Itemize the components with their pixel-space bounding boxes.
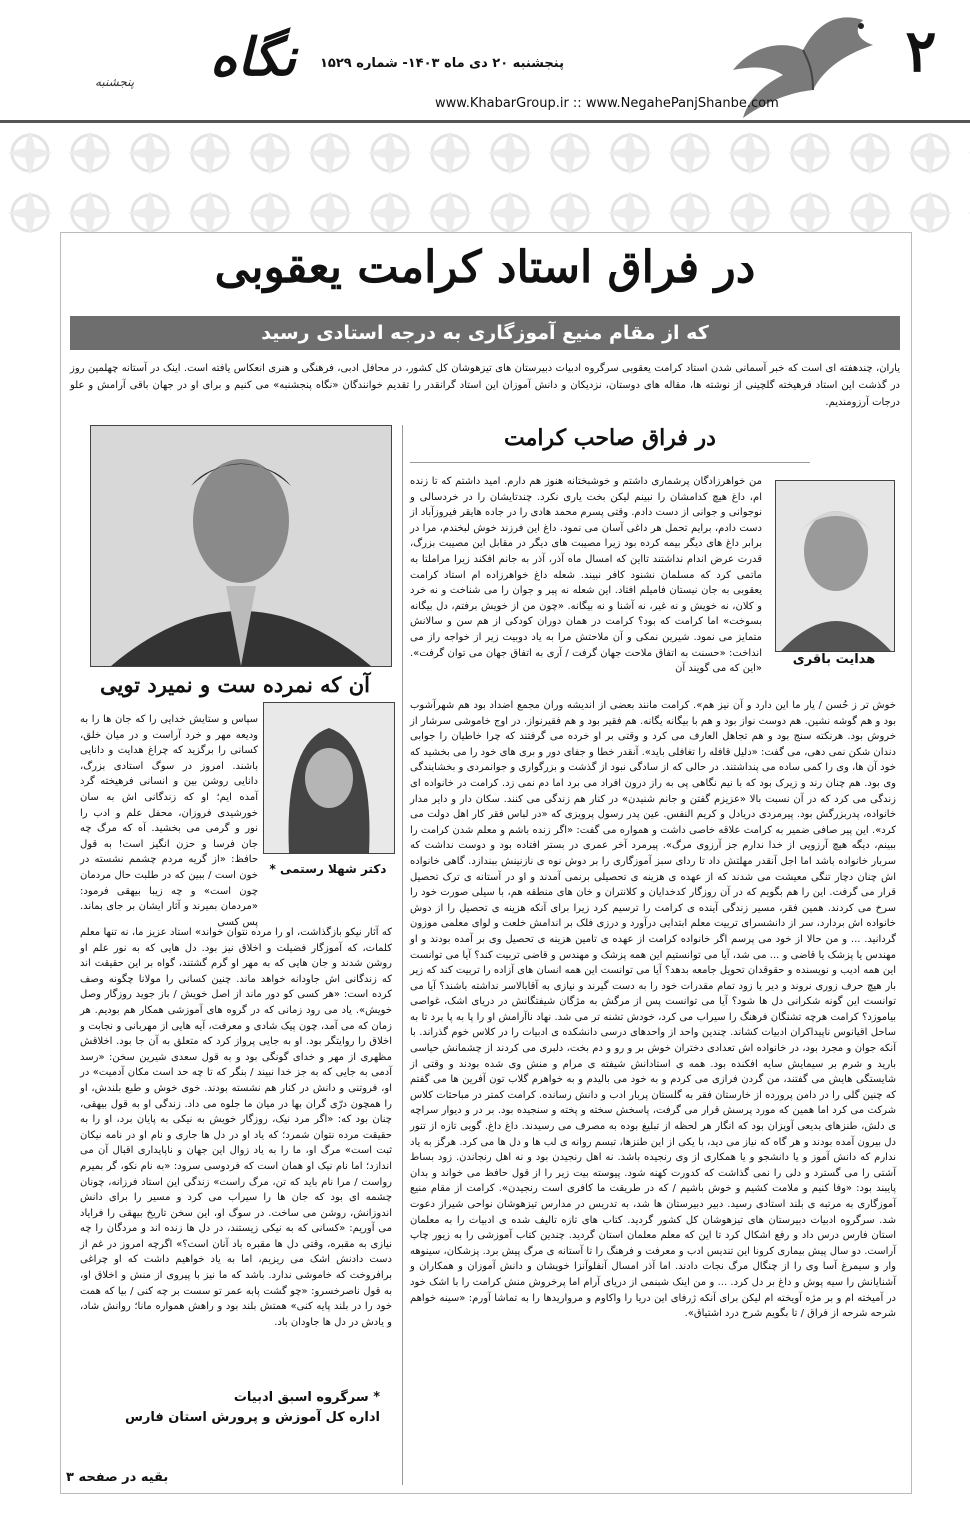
subtitle-bar xyxy=(70,316,900,350)
column-divider xyxy=(402,425,403,1485)
portrait-icon xyxy=(91,426,391,666)
author-name-bagheri: هدایت باقری xyxy=(792,652,876,667)
decorative-ornament xyxy=(0,123,970,233)
subtitle-text: که از مقام منیع آموزگاری به درجه استادی رسید xyxy=(261,322,709,344)
left-article-text-main: که آثار نیکو بازگذاشت، او را مرده نتوان خواند» استاد عزیز ما، نه تنها معلم کلمات، که آموزگار فضیلت و اخلاق نیز بود. دل هایی که به نور علم او روشن شدند و جان هایی که به مهر او گرم گشتند، گواه بر این حقیقت اند که زندگانی اش جاودانه خواهد ماند. چنین کسانی را مولانا چگونه وصف کرده است: «هر کسی کو دور ماند از اصل خویش / باز جوید روزگار وصل خویش». یاد می رود زمانی که در گروه های آموزشی همکار هم بودیم. هر زمان که می آمد، چون پیک شادی و معرفت، آیه هایی از مهربانی و نجابت و اخلاق را روایتگر بود. او به جایی پرواز کرد که متعلق به آن جا بود. اخلاقش مظهری از مهر و خدای گونگی بود و به قول سعدی شیرین سخن: «رسد آدمی به جایی که به جز خدا نبیند / بنگر که تا چه حد است مکان آدمیت» در او، فروتنی و دانش در کنار هم نشسته بودند. خوی خوش و طبع بلندش، او را همچون درّی گران بها در میان ما جلوه می داد. زندگی او به قول بیهقی، چنان بود که: «اگر مرد نیک، روزگار خویش به نیکی به پایان برد، او را به حقیقت مرده نتوان شمرد؛ که یاد او در دل ها جاری و نام او در نامه نیکان ثبت است» مرگ او، ما را به یاد زوال این جهان و ناپایداری اقبال آن می اندازد؛ اما نام نیک او همان است که فردوسی سرود: «به نام نکو، گر بمیرم رواست / مرا نام باید که تن، مرگ راست» زندگی این استاد فرزانه، چونان چشمه ای بود که جان ها را سیراب می کرد و مسیر را برای دانش اندوزانش، روشن می ساخت. در سوگ او، این سخن تاریخ بیهقی را فرایاد می آوریم: «کسانی که به نیکی زیستند، در دل ها زنده اند و مردگان را چه نیازی به مقبره، وقتی دل ها مقبره باد آنان است؟» اگرچه امروز در غم از دست دادنش اشک می ریزیم، اما به یاد خواهیم داشت که او چراغی برافروخت که خاموشی ندارد. باشد که ما نیز با پیروی از منش و اخلاق او، به قول ناصرخسرو: «چو گشت پابه عمر تو سست بر چه کنی / بیا که همت خود را در بلند پایه کنی» همتش بلند بود و راهش همواره مانا؛ روانش شاد، و یادش در دل ها جاودان باد. xyxy=(80,927,392,1328)
logo-text: نگاه xyxy=(210,27,297,88)
author-photo-rostami xyxy=(263,702,395,854)
website-links[interactable]: www.KhabarGroup.ir :: www.NegahePanjShanbe.com xyxy=(435,96,779,111)
page-number: ۲ xyxy=(905,17,937,85)
signature-role: * سرگروه اسبق ادبیات xyxy=(233,1390,380,1405)
portrait-icon xyxy=(776,481,894,651)
right-title-divider xyxy=(410,462,810,463)
main-headline: در فراق استاد کرامت یعقوبی xyxy=(214,242,756,293)
photo-karamat-yaghoubi xyxy=(90,425,392,667)
right-article-text-top: من خواهرزادگان پرشماری داشتم و خوشبختانه هنوز هم دارم. امید داشتم که تا زنده ام، داغ هیچ کدامشان را نبینم لیکن بخت یاری نکرد. چندتایشان را در خردسالی و نوجوانی و جوانی از دست دادم. وقتی پسرم محمد هادی را در جاده هایقر فیروزآباد از دست دادم، برایم تحمل هر داغی آسان می نمود. داغ این فرزند خوش لبخندم، مرا در برابر داغ های دیگر بیمه کرده بود زیرا مصیبت های دیگر در مقابل این مصیبت بزرگ، قدرت عرض اندام نداشتند تااین که امسال ماه آذر، آذر به جانم افکند زیرا مراملتا به ماتمی کرد که مسلمان نشنود کافر نبیند. شعله داغ خواهرزاده ام استاد کرامت یعقوبی به جان نیستان فامیلم افتاد. این شعله نه پیر و جوان را می شناخت و نه خرد و کلان، نه خویش و نه غیر، نه آشنا و نه بیگانه. «چون من از خویش برفتم، دل بیگانه بسوخت» اما کرامت که بود؟ کرامت در همان دوران کودکی از هم سن و سالانش متمایز می نمود. شیرین نمکی و آن ملاحتش مرا به یاد دوبیت زیر از خواجه راز می انداخت: «حسنت به اتفاق ملاحت جهان گرفت / آری به اتفاق جهان می توان گرفت». «این که می گویند آن xyxy=(410,476,762,675)
logo-subtitle: پنجشنبه xyxy=(95,75,135,89)
signature-office: اداره کل آموزش و پرورش استان فارس xyxy=(124,1410,380,1425)
author-name-rostami: دکتر شهلا رستمی * xyxy=(269,862,387,876)
continued-on-page[interactable]: بقیه در صفحه ۳ xyxy=(66,1470,169,1485)
issue-date: پنجشنبه ۲۰ دی ماه ۱۴۰۳- شماره ۱۵۲۹ xyxy=(320,56,564,71)
left-article-text-top: سپاس و ستایش خدایی را که جان ها را به ودیعه مهر و خرد آراست و در میان خلق، کسانی را برگزید که چراغ هدایت و دانایی باشند. امروز در سوگ استادی بزرگ، دانایی روشن بین و انسانی فرهیخته گرد آمده ایم؛ او که زندگانی اش به سان خورشیدی فروزان، محفل علم و ادب را نور و گرمی می بخشید. آه که مرگ چه جان فرسا و حزن انگیز است! به قول حافظ: «از گریه مردم چشمم نشسته در خون است / ببین که در طلبت حال مردمان چون است» و چه زیبا بیهقی فرمود: «مردمان بمیرند و آثار ایشان بر جای بماند. پس کسی xyxy=(80,714,258,928)
left-article-title: آن که نمرده ست و نمیرد تویی xyxy=(100,672,370,697)
intro-paragraph: یاران، چندهفته ای است که خبر آسمانی شدن استاد کرامت یعقوبی سرگروه ادبیات دبیرستان های تیزهوشان کل کشور، در محافل ادبی، فرهنگی و هنری انعکاس یافته است. اینک در آستانه چهلمین روز در گذشت این استاد فرهیخته گلچینی از نوشته ها، مقاله های دوستان، نزدیکان و دانش آموزان این استاد گرانقدر را تقدیم خوانندگان «نگاه پنجشنبه» می کنیم و برای او در جهان باقی آرامش و علو درجات آرزومندیم. xyxy=(70,363,900,408)
author-photo-bagheri xyxy=(775,480,895,652)
portrait-icon xyxy=(264,703,394,853)
right-article-text-main: خوش تر ز حُسن / یار ما این دارد و آن نیز هم». کرامت مانند بعضی از اندیشه وران مجمع اضداد بود هم شهرآشوب بود و هم گوشه نشین. هم دوست نواز بود و هم با بیگانه یگانه. هم فقیر بود و هم فقیرنواز. در اوج خاموشی سرشار از خروش بود. هرنکته سنج بود و هم تجاهل العارف می کرد و وقتی بر او خرده می گرفتند که چرا خاطیان را جوابی دندان شکن نمی دهی، می گفت: «دلیل قافله را تغافلی باید». آنقدر خطا و جفای دور و بری های خود را می بخشید که خود آن ها، وی را کمی ساده می پنداشتند. در حالی که از سادگی نبود از گذشت و بزرگواری و جوانمردی و بخشایندگی وی بود. هم چنان رند و زیرک بود که با نیم نگاهی پی به راز درون افراد می برد اما دم نمی زد. کرامت در خانواده ای زندگی می کرد که در آن نسبت بالا «عزیزم گفتن و جانم شنیدن» در کنار هم زندگی می کنند. سکان دار و دایر مدار خانواده، پدربزرگش بود. پیرمردی دریادل و کریم النفس. عین پدر رسول پرویزی که «در لباس فقر کار اهل دولت می کرد». این پیر صافی ضمیر به کرامت علاقه خاصی داشت و همواره می گفت: «اگر زنده باشم و معلم شدن کرامت را ببینم، دیگه هیچ آرزویی از خدا ندارم جز آرزوی مرگ». پیرمرد آخر عمری در بستر افتاده بود و دوست نداشت که سربار خانواده باشد اما اجل آنقدر مهلتش داد تا ردای سبز آموزگاری را بر دوش نوه ی نازنینش ببندازد. گاهی خانواده اش چنان دچار تنگی معیشت می شدند که از عهده ی هزینه ی تحصیلی برنمی آمدند و او در آستانه ی ترک تحصیل قرار می گرفت. این را هم بگویم که در آن روزگار کدخدایان و کلانتران و خان های منطقه هم، با سیلی صورت خود را سرخ می کردند. همین فقر، مسیر زندگی آینده ی کرامت را ترسیم کرد زیرا برای آنکه هزینه ی تحصیل را از دوش خانواده اش بردارد، سر از دانشسرای تربیت معلم ابتدایی درآورد و درزی فلک بر اندامش خلعت و لوای معلمی موزون گردانید. ... و من حالا از خود می پرسم اگر خانواده کرامت از عهده ی تامین هزینه ی تحصیل وی بر آمده بودند و او مهندس یا پزشک یا قاضی و ... می شد، آیا می توانستیم این همه پزشک و مهندس و قاضی تربیت کند؟ آیا می توانست این همه ادیب و نویسنده و حقوقدان تحویل جامعه بدهد؟ آیا می توانست این همه انسان های آزاده را تربیت کند که زیر بار هیچ حرف زوری نروند و دیر یا زود تمام مقدرات خود را به دست گیرند و نیازی به آقابالاسر نداشته باشند؟ آیا می توانست این گونه شکرانی دل ها شود؟ آیا می توانست پس از مرگش به مژگان شیفتگانش در دریای اشک، غواصی بیاموزد؟ کرامت هرچه تشنگان فرهنگ را سیراب می کرد، خودش تشنه تر می شد. نهاد ناآرامش او را پا به پا برد تا به ساحل اقیانوس ناپیداکران ادبیات کشاند. چندین واحد از واحدهای درسی دانشکده ی ادبیات را در کلاس خوم گذراند. با آنکه جوان و مجرد بود، در خانواده اش تعدادی دختران خوش بر و رو و دم بخت، دلبری می کردند از چشمانش حیاسی بارید و شرم بر سیمایش سایه افکنده بود. همه ی استادانش شیفته ی مرام و منش وی شده بودند و وقتی از شایستگی هایش می گفتند، من گردن فرازی می کردم و به خود می بالیدم و به خواهرم گلاب تون آفرین ها می گفتم که چنین گلی را در دامن پرورده از خارستان فقر به گلستان پربار ادب و دانش رسانده. کرامت کمتر در مباحثات کلاس شرکت می کرد اما همین که مورد پرسش قرار می گرفت، پاسخش سخته و پخته و سنجیده بود. بر در و دیوار سراچه ی دلش، طنزهای بدیعی آویزان بود که انگار هر لحظه از تبلیغ بوده به مصرف می رسیدند. داغ داغ. گویی تازه از تنور دل بیرون آمده بودند و هر گاه که نیاز می دید، با یکی از این طنزها، تبسم روانه ی لب ها و دل ها می کرد. هرگز به یاد ندارم که دانش آموز و یا دانشجو و یا همکاری از وی رنجیده باشد. نه اهل رنجیدن بود و نه اهل رنجاندن. زود بساط آشتی را می گسترد و دلی را نمی گذاشت که کدورت کهنه شود. پیوسته بیت زیر را از قول حافظ می خواند و بدان پایبند بود: «وفا کنیم و ملامت کشیم و خوش باشیم / که در طریقت ما کافری است رنجیدن». کرامت از مقام منیع آموزگاری به مرتبه ی بلند استادی رسید. دبیر دبیرستان ها شد، به تدریس در مدارس تیزهوشان نواحی شیراز دعوت شد. سرگروه ادبیات دبیرستان های تیزهوشان کل کشور گردید. کتاب های تازه تالیف شده ی ادبیات را به معلمان استان فارس درس داد و رفع اشکال کرد تا این که معلم معلمان استان گردید. چندین کتاب آموزشی را به زیور چاپ آراست. دو سال پیش بیماری کرونا این تندیس ادب و معرفت و فرهنگ را تا آستانه ی مرگ پیش برد. پزشکان، سینوهه وار و سیمرغ آسا وی را از چنگال مرگ نجات دادند. اما آذر امسال آنفلوآنزا خویشان و دانش آموزان و همکاران و آشنایانش را سیه پوش و داغ بر دل کرد. ... و من اینک شبنمی از دریای آرام اما پرخروش منش کرامت را با اشک خود در آمیخته ام و بر مژه آویخته ام لیکن برای آنکه ژرفای این دریا را واکاوم و مرواریدها را به تماشا آورم: «سینه خواهم شرحه شرحه از فراق / تا بگویم شرح درد اشتیاق». xyxy=(410,700,896,1320)
negah-logo xyxy=(60,20,297,100)
right-article-title: در فراق صاحب کرامت xyxy=(504,425,716,451)
